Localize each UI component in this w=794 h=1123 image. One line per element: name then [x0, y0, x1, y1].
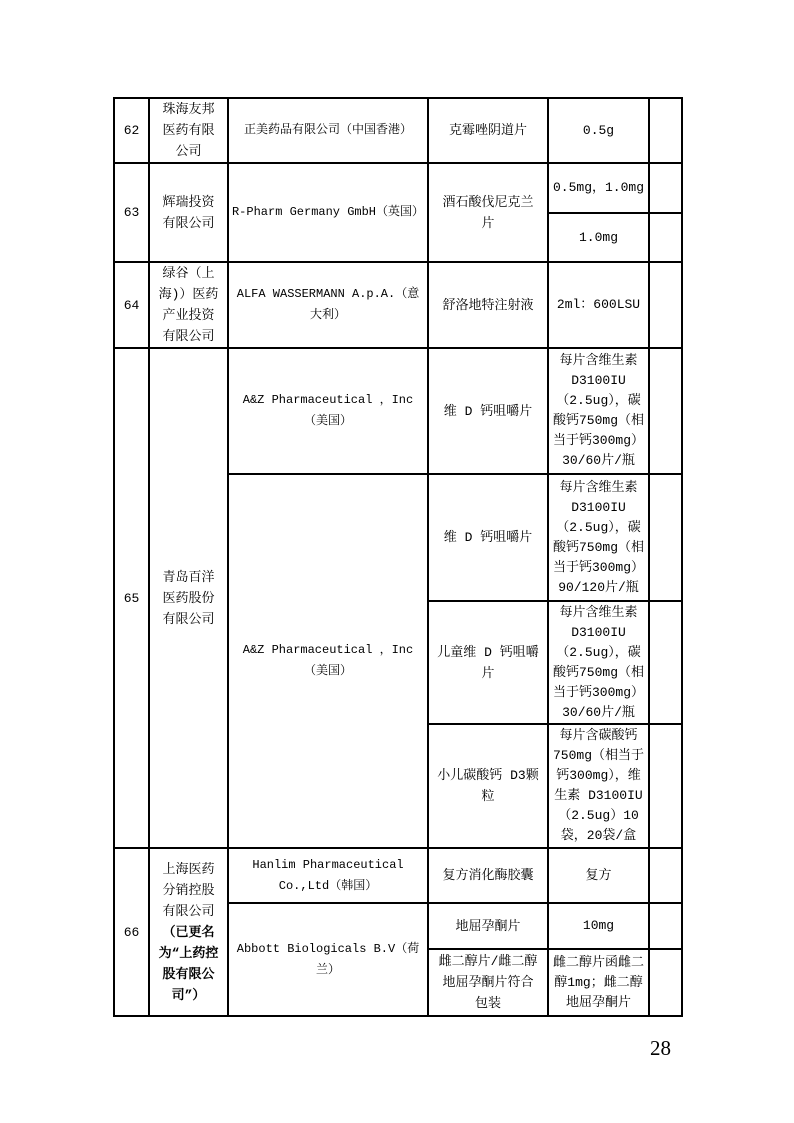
table-row — [114, 262, 682, 348]
row-number-cell: 64 — [114, 262, 149, 348]
company-cell — [149, 262, 228, 348]
drug-name-cell: 复方消化酶胶囊 — [428, 848, 548, 903]
manufacturer-cell: Abbott Biologicals B.V（荷兰） — [228, 903, 428, 1016]
company-cell — [149, 848, 228, 1016]
remark-cell — [649, 474, 682, 601]
company-name-segment: 上海医药分销控股有限公司 — [162, 861, 215, 919]
spec-cell: 0.5g — [548, 98, 649, 163]
row-number-cell: 62 — [114, 98, 149, 163]
spec-cell: 每片含维生素 D3100IU（2.5ug），碳酸钙750mg（相当于钙300mg）30/60片/瓶 — [548, 601, 649, 724]
remark-cell — [649, 601, 682, 724]
company-name-segment: （已更名为“上药控股有限公司”） — [158, 924, 219, 1003]
remark-cell — [649, 262, 682, 348]
company-cell — [149, 163, 228, 262]
spec-cell: 复方 — [548, 848, 649, 903]
spec-cell: 1.0mg — [548, 213, 649, 262]
table-row — [114, 163, 682, 213]
manufacturer-cell: A&Z Pharmaceutical ，Inc（美国） — [228, 474, 428, 848]
remark-cell — [649, 949, 682, 1016]
drug-table-body — [114, 98, 682, 1016]
drug-name-cell: 酒石酸伐尼克兰片 — [428, 163, 548, 262]
remark-cell — [649, 724, 682, 848]
remark-cell — [649, 348, 682, 474]
remark-cell — [649, 903, 682, 949]
company-cell — [149, 98, 228, 163]
spec-cell: 雌二醇片函雌二醇1mg；雌二醇地屈孕酮片 — [548, 949, 649, 1016]
drug-name-cell: 维 D 钙咀嚼片 — [428, 348, 548, 474]
manufacturer-cell: ALFA WASSERMANN A.p.A.（意大利） — [228, 262, 428, 348]
company-name-segment: 珠海友邦医药有限公司 — [162, 102, 215, 159]
spec-cell: 0.5mg，1.0mg — [548, 163, 649, 213]
company-name-segment: 绿谷（上海)）医药产业投资有限公司 — [158, 266, 219, 344]
manufacturer-cell: R-Pharm Germany GmbH（英国） — [228, 163, 428, 262]
drug-name-cell: 维 D 钙咀嚼片 — [428, 474, 548, 601]
row-number-cell: 65 — [114, 348, 149, 848]
manufacturer-cell: 正美药品有限公司（中国香港） — [228, 98, 428, 163]
drug-name-cell: 克霉唑阴道片 — [428, 98, 548, 163]
remark-cell — [649, 163, 682, 213]
drug-name-cell: 舒洛地特注射液 — [428, 262, 548, 348]
manufacturer-cell: Hanlim Pharmaceutical Co.,Ltd（韩国） — [228, 848, 428, 903]
row-number-cell: 66 — [114, 848, 149, 1016]
spec-cell: 每片含维生素 D3100IU（2.5ug），碳酸钙750mg（相当于钙300mg）30/60片/瓶 — [548, 348, 649, 474]
drug-name-cell: 小儿碳酸钙 D3颗粒 — [428, 724, 548, 848]
table-row — [114, 848, 682, 903]
remark-cell — [649, 848, 682, 903]
spec-cell: 2ml：600LSU — [548, 262, 649, 348]
manufacturer-cell: A&Z Pharmaceutical ，Inc（美国） — [228, 348, 428, 474]
company-cell — [149, 348, 228, 848]
spec-cell: 10mg — [548, 903, 649, 949]
page-number: 28 — [650, 1036, 671, 1060]
table-row — [114, 98, 682, 163]
row-number-cell: 63 — [114, 163, 149, 262]
company-name-segment: 青岛百洋医药股份有限公司 — [162, 569, 215, 627]
remark-cell — [649, 213, 682, 262]
drug-name-cell: 雌二醇片/雌二醇地屈孕酮片符合包装 — [428, 949, 548, 1016]
table-row — [114, 348, 682, 474]
drug-table — [113, 97, 683, 1017]
company-name-segment: 辉瑞投资有限公司 — [162, 194, 215, 231]
drug-name-cell: 儿童维 D 钙咀嚼片 — [428, 601, 548, 724]
spec-cell: 每片含维生素 D3100IU（2.5ug），碳酸钙750mg（相当于钙300mg）90/120片/瓶 — [548, 474, 649, 601]
remark-cell — [649, 98, 682, 163]
spec-cell: 每片含碳酸钙750mg（相当于钙300mg），维生素 D3100IU（2.5ug）10袋，20袋/盒 — [548, 724, 649, 848]
drug-name-cell: 地屈孕酮片 — [428, 903, 548, 949]
